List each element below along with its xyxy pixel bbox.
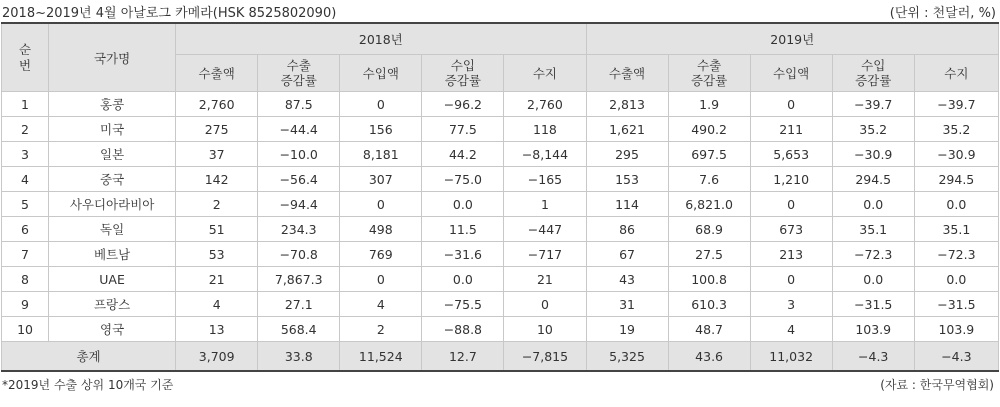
row-value: 44.2 bbox=[422, 142, 504, 167]
row-value: −39.7 bbox=[832, 92, 914, 117]
row-value: 53 bbox=[176, 242, 258, 267]
header-year-2019: 2019년 bbox=[586, 23, 999, 55]
row-value: 294.5 bbox=[914, 167, 998, 192]
row-value: −30.9 bbox=[914, 142, 998, 167]
row-value: 610.3 bbox=[668, 292, 750, 317]
row-value: 0 bbox=[340, 267, 422, 292]
row-value: 35.1 bbox=[914, 217, 998, 242]
row-value: 86 bbox=[586, 217, 668, 242]
table-row bbox=[2, 167, 999, 192]
row-index: 9 bbox=[2, 292, 49, 317]
row-value: 31 bbox=[586, 292, 668, 317]
row-value: 8,181 bbox=[340, 142, 422, 167]
row-value: 68.9 bbox=[668, 217, 750, 242]
row-value: 697.5 bbox=[668, 142, 750, 167]
row-value: 51 bbox=[176, 217, 258, 242]
row-value: −30.9 bbox=[832, 142, 914, 167]
table-row bbox=[2, 267, 999, 292]
row-value: −72.3 bbox=[914, 242, 998, 267]
table-row bbox=[2, 192, 999, 217]
row-value: −165 bbox=[504, 167, 586, 192]
row-value: 2,760 bbox=[504, 92, 586, 117]
row-index: 2 bbox=[2, 117, 49, 142]
row-value: 43 bbox=[586, 267, 668, 292]
row-value: 118 bbox=[504, 117, 586, 142]
row-value: −75.0 bbox=[422, 167, 504, 192]
row-value: 0 bbox=[340, 192, 422, 217]
row-value: 490.2 bbox=[668, 117, 750, 142]
table-row bbox=[2, 117, 999, 142]
row-country: 사우디아라비아 bbox=[49, 192, 176, 217]
row-value: 2 bbox=[176, 192, 258, 217]
header-2018-col-3: 수입액 bbox=[340, 55, 422, 92]
total-value: 33.8 bbox=[258, 342, 340, 372]
row-value: 211 bbox=[750, 117, 832, 142]
row-value: 294.5 bbox=[832, 167, 914, 192]
unit-label: (단위 : 천달러, %) bbox=[889, 5, 996, 21]
row-value: −94.4 bbox=[258, 192, 340, 217]
row-value: 103.9 bbox=[914, 317, 998, 342]
row-value: 114 bbox=[586, 192, 668, 217]
row-value: 0.0 bbox=[914, 192, 998, 217]
row-value: −96.2 bbox=[422, 92, 504, 117]
row-value: −31.5 bbox=[914, 292, 998, 317]
table-row bbox=[2, 317, 999, 342]
table-row bbox=[2, 242, 999, 267]
header-2019-col-2: 수출 증감률 bbox=[668, 55, 750, 92]
row-country: 미국 bbox=[49, 117, 176, 142]
header-index: 순 번 bbox=[2, 23, 49, 92]
row-value: −10.0 bbox=[258, 142, 340, 167]
header-2018-col-2: 수출 증감률 bbox=[258, 55, 340, 92]
row-index: 6 bbox=[2, 217, 49, 242]
row-value: 1,210 bbox=[750, 167, 832, 192]
table-title: 2018~2019년 4월 아날로그 카메라(HSK 8525802090) bbox=[2, 5, 337, 21]
row-value: 0 bbox=[750, 192, 832, 217]
row-value: 35.2 bbox=[832, 117, 914, 142]
row-value: 21 bbox=[176, 267, 258, 292]
row-value: −447 bbox=[504, 217, 586, 242]
row-value: 673 bbox=[750, 217, 832, 242]
row-value: 1,621 bbox=[586, 117, 668, 142]
header-year-2018: 2018년 bbox=[176, 23, 586, 55]
row-country: 프랑스 bbox=[49, 292, 176, 317]
row-value: 0 bbox=[340, 92, 422, 117]
row-value: 1.9 bbox=[668, 92, 750, 117]
row-value: 7.6 bbox=[668, 167, 750, 192]
row-index: 7 bbox=[2, 242, 49, 267]
row-value: 0 bbox=[750, 92, 832, 117]
row-value: 77.5 bbox=[422, 117, 504, 142]
row-value: 1 bbox=[504, 192, 586, 217]
row-index: 8 bbox=[2, 267, 49, 292]
row-value: 67 bbox=[586, 242, 668, 267]
total-value: −4.3 bbox=[832, 342, 914, 372]
header-2018-col-5: 수지 bbox=[504, 55, 586, 92]
trade-table bbox=[1, 22, 999, 372]
row-value: 295 bbox=[586, 142, 668, 167]
total-value: 5,325 bbox=[586, 342, 668, 372]
row-value: 234.3 bbox=[258, 217, 340, 242]
total-value: 43.6 bbox=[668, 342, 750, 372]
header-2019-col-5: 수지 bbox=[914, 55, 998, 92]
row-index: 4 bbox=[2, 167, 49, 192]
row-country: 일본 bbox=[49, 142, 176, 167]
header-2019-col-3: 수입액 bbox=[750, 55, 832, 92]
row-value: 307 bbox=[340, 167, 422, 192]
row-value: 27.1 bbox=[258, 292, 340, 317]
total-value: 12.7 bbox=[422, 342, 504, 372]
row-value: 4 bbox=[340, 292, 422, 317]
total-value: −4.3 bbox=[914, 342, 998, 372]
row-value: −39.7 bbox=[914, 92, 998, 117]
row-value: 48.7 bbox=[668, 317, 750, 342]
row-value: 156 bbox=[340, 117, 422, 142]
row-value: −72.3 bbox=[832, 242, 914, 267]
header-2018-col-4: 수입 증감률 bbox=[422, 55, 504, 92]
row-value: 0.0 bbox=[832, 192, 914, 217]
table-row bbox=[2, 217, 999, 242]
row-value: 0 bbox=[750, 267, 832, 292]
row-value: 213 bbox=[750, 242, 832, 267]
row-value: 0.0 bbox=[422, 267, 504, 292]
total-value: 3,709 bbox=[176, 342, 258, 372]
row-value: −44.4 bbox=[258, 117, 340, 142]
total-row bbox=[2, 342, 999, 372]
row-value: 7,867.3 bbox=[258, 267, 340, 292]
row-value: −31.5 bbox=[832, 292, 914, 317]
row-value: 498 bbox=[340, 217, 422, 242]
row-value: 0.0 bbox=[422, 192, 504, 217]
row-value: −75.5 bbox=[422, 292, 504, 317]
row-index: 1 bbox=[2, 92, 49, 117]
row-value: 19 bbox=[586, 317, 668, 342]
table-row bbox=[2, 142, 999, 167]
row-country: UAE bbox=[49, 267, 176, 292]
row-country: 영국 bbox=[49, 317, 176, 342]
row-value: 11.5 bbox=[422, 217, 504, 242]
row-value: 27.5 bbox=[668, 242, 750, 267]
row-value: 37 bbox=[176, 142, 258, 167]
source-note: (자료 : 한국무역협회) bbox=[880, 378, 994, 392]
row-value: 2,760 bbox=[176, 92, 258, 117]
row-value: 0.0 bbox=[832, 267, 914, 292]
row-value: −70.8 bbox=[258, 242, 340, 267]
row-country: 베트남 bbox=[49, 242, 176, 267]
row-value: 100.8 bbox=[668, 267, 750, 292]
row-value: 21 bbox=[504, 267, 586, 292]
row-index: 10 bbox=[2, 317, 49, 342]
table-body bbox=[2, 92, 999, 372]
row-value: 568.4 bbox=[258, 317, 340, 342]
row-country: 중국 bbox=[49, 167, 176, 192]
row-value: 35.1 bbox=[832, 217, 914, 242]
header-2019-col-1: 수출액 bbox=[586, 55, 668, 92]
row-value: 6,821.0 bbox=[668, 192, 750, 217]
row-value: 103.9 bbox=[832, 317, 914, 342]
row-value: 87.5 bbox=[258, 92, 340, 117]
header-country: 국가명 bbox=[49, 23, 176, 92]
row-value: 35.2 bbox=[914, 117, 998, 142]
footer bbox=[0, 372, 1000, 393]
row-value: 275 bbox=[176, 117, 258, 142]
row-country: 홍콩 bbox=[49, 92, 176, 117]
total-value: 11,524 bbox=[340, 342, 422, 372]
row-index: 5 bbox=[2, 192, 49, 217]
header-2018-col-1: 수출액 bbox=[176, 55, 258, 92]
row-value: 3 bbox=[750, 292, 832, 317]
row-value: −717 bbox=[504, 242, 586, 267]
row-value: 13 bbox=[176, 317, 258, 342]
table-row bbox=[2, 292, 999, 317]
row-value: 2 bbox=[340, 317, 422, 342]
row-value: 769 bbox=[340, 242, 422, 267]
row-index: 3 bbox=[2, 142, 49, 167]
table-row bbox=[2, 92, 999, 117]
row-value: 5,653 bbox=[750, 142, 832, 167]
header-2019-col-4: 수입 증감률 bbox=[832, 55, 914, 92]
row-value: 4 bbox=[750, 317, 832, 342]
total-value: −7,815 bbox=[504, 342, 586, 372]
row-value: −88.8 bbox=[422, 317, 504, 342]
row-value: 10 bbox=[504, 317, 586, 342]
row-country: 독일 bbox=[49, 217, 176, 242]
row-value: −8,144 bbox=[504, 142, 586, 167]
row-value: 0.0 bbox=[914, 267, 998, 292]
total-label: 총계 bbox=[2, 342, 176, 372]
row-value: 153 bbox=[586, 167, 668, 192]
footnote: *2019년 수출 상위 10개국 기준 bbox=[2, 378, 174, 392]
row-value: 142 bbox=[176, 167, 258, 192]
row-value: −56.4 bbox=[258, 167, 340, 192]
header-bar bbox=[0, 0, 1000, 22]
row-value: 4 bbox=[176, 292, 258, 317]
row-value: 2,813 bbox=[586, 92, 668, 117]
row-value: 0 bbox=[504, 292, 586, 317]
row-value: −31.6 bbox=[422, 242, 504, 267]
total-value: 11,032 bbox=[750, 342, 832, 372]
table-head bbox=[2, 23, 999, 92]
